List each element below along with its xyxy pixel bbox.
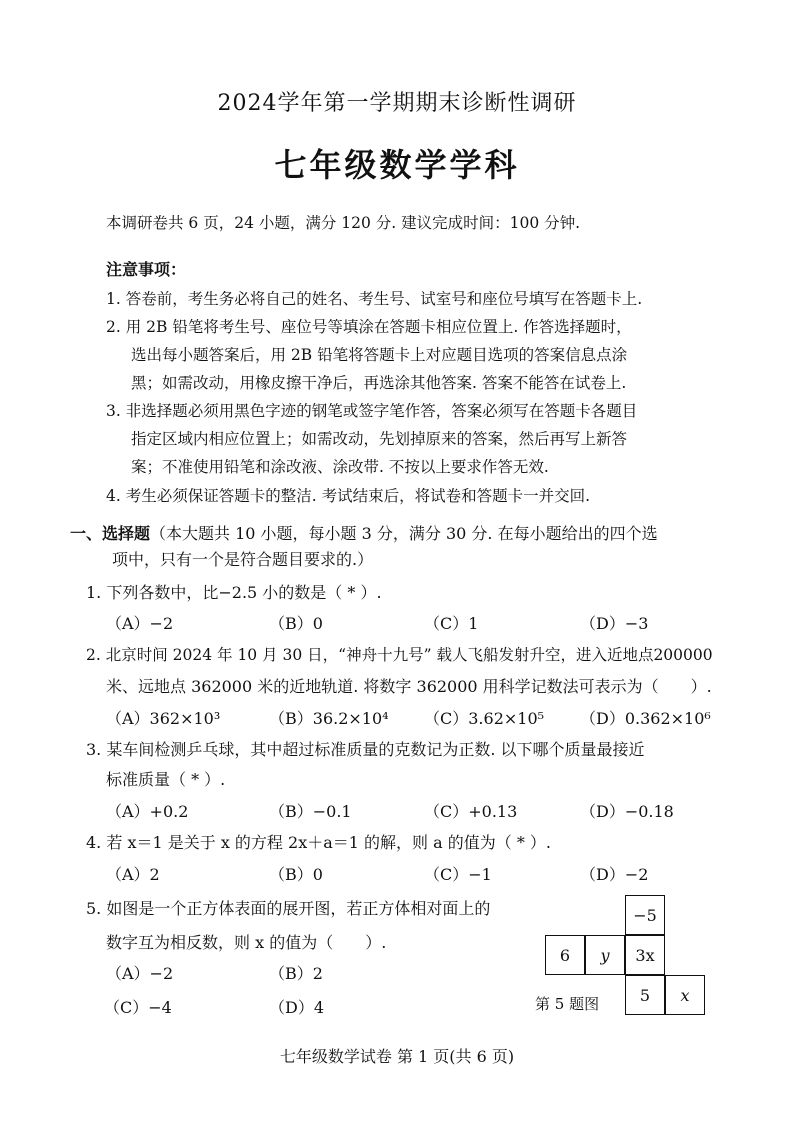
question-2-stem-2: 米、远地点 362000 米的近地轨道. 将数字 362000 用科学记数法可表示为（ ）.: [106, 677, 712, 696]
subject-title: 七年级数学学科: [274, 146, 520, 184]
page-footer: 七年级数学试卷 第 1 页(共 6 页): [279, 1047, 515, 1066]
net-face-right: [665, 975, 705, 1015]
question-1-stem: 1. 下列各数中，比−2.5 小的数是（ * ）.: [86, 583, 382, 602]
option-d: （D）4: [269, 998, 325, 1017]
option-a: （A）+0.2: [106, 802, 189, 821]
exam-intro: 本调研卷共 6 页，24 小题，满分 120 分. 建议完成时间：100 分钟.: [106, 214, 581, 232]
option-b: （B）−0.1: [269, 802, 352, 821]
notice-line: 案；不准使用铅笔和涂改液、涂改带. 不按以上要求作答无效.: [131, 458, 549, 476]
notice-line: 指定区域内相应位置上；如需改动，先划掉原来的答案，然后再写上新答: [131, 430, 628, 448]
net-face-top: −5: [625, 895, 665, 935]
option-c: （C）+0.13: [424, 802, 518, 821]
exam-title: 2024学年第一学期期末诊断性调研: [217, 91, 577, 116]
option-a: （A）362×10³: [106, 709, 221, 728]
question-4-options: [106, 862, 666, 884]
option-c: （C）−1: [424, 865, 492, 884]
option-c: （C）−4: [104, 998, 172, 1017]
notice-heading: 注意事项：: [106, 260, 187, 279]
option-d: （D）−2: [580, 865, 649, 884]
net-face-variable: x: [680, 985, 690, 1005]
option-a: （A）2: [106, 865, 160, 884]
notice-line: 选出每小题答案后，用 2B 铅笔将答题卡上对应题目选项的答案信息点涂: [131, 346, 628, 364]
option-c: （C）1: [424, 614, 479, 633]
notice-line: 2. 用 2B 铅笔将考生号、座位号等填涂在答题卡相应位置上. 作答选择题时，: [106, 318, 632, 336]
net-face-variable: y: [600, 945, 610, 965]
section-heading: [70, 521, 658, 544]
notice-line: 4. 考生必须保证答题卡的整洁. 考试结束后，将试卷和答题卡一并交回.: [106, 487, 590, 505]
question-5-stem-2: 数字互为相反数，则 x 的值为（ ）.: [106, 933, 387, 952]
option-b: （B）0: [269, 614, 323, 633]
question-2-options: [106, 706, 711, 728]
option-d: （D）−3: [580, 614, 649, 633]
option-d: （D）−0.18: [580, 802, 674, 821]
figure-caption: 第 5 题图: [535, 995, 600, 1013]
question-3-stem: 3. 某车间检测乒乓球，其中超过标准质量的克数记为正数. 以下哪个质量最接近: [86, 740, 645, 759]
option-b: （B）2: [269, 964, 323, 983]
section-label: 一、选择题: [70, 524, 151, 543]
net-face-bottom: 5: [625, 975, 665, 1015]
question-3-stem-2: 标准质量（ * ）.: [106, 770, 226, 789]
notice-line: 1. 答卷前，考生务必将自己的姓名、考生号、试室号和座位号填写在答题卡上.: [106, 290, 643, 308]
section-description: （本大题共 10 小题，每小题 3 分，满分 30 分. 在每小题给出的四个选: [150, 524, 658, 543]
question-2-stem: 2. 北京时间 2024 年 10 月 30 日，“神舟十九号” 载人飞船发射升空，进入近地点200000: [86, 646, 713, 664]
question-1-options: [106, 611, 666, 633]
question-3-options: [106, 799, 674, 821]
option-a: （A）−2: [106, 964, 174, 983]
option-b: （B）0: [269, 865, 323, 884]
question-5-stem: 5. 如图是一个正方体表面的展开图，若正方体相对面上的: [86, 899, 491, 918]
option-b: （B）36.2×10⁴: [269, 709, 389, 728]
option-c: （C）3.62×10⁵: [424, 709, 545, 728]
question-4-stem: 4. 若 x＝1 是关于 x 的方程 2x＋a＝1 的解，则 a 的值为（ * ）.: [86, 833, 551, 852]
net-face-left: 6: [545, 935, 585, 975]
option-d: （D）0.362×10⁶: [580, 709, 711, 728]
notice-line: 3. 非选择题必须用黑色字迹的钢笔或签字笔作答，答案必须写在答题卡各题目: [106, 402, 638, 420]
section-description-2: 项中，只有一个是符合题目要求的.）: [112, 550, 374, 569]
option-a: （A）−2: [106, 614, 174, 633]
net-face-center: 3x: [625, 935, 665, 975]
net-face-middle: [585, 935, 625, 975]
notice-line: 黑；如需改动，用橡皮擦干净后，再选涂其他答案. 答案不能答在试卷上.: [131, 374, 627, 392]
